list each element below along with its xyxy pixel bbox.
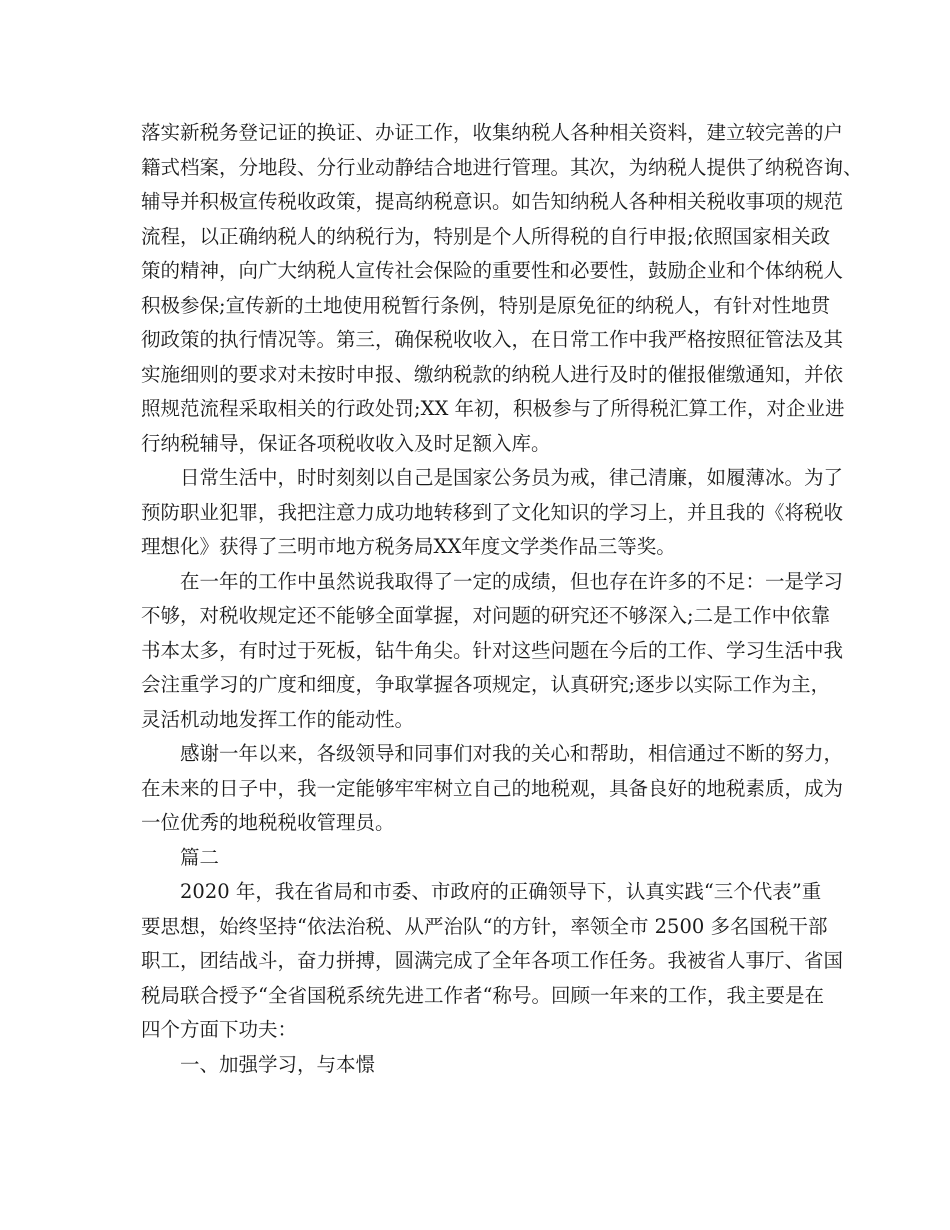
text-line: 籍式档案，分地段、分行业动静结合地进行管理。其次，为纳税人提供了纳税咨询、: [141, 155, 863, 179]
text-line: 四个方面下功夫：: [141, 1018, 298, 1041]
text-line: 在未来的日子中，我一定能够牢牢树立自己的地税观，具备良好的地税素质，成为: [141, 776, 844, 800]
text-line: 职工，团结战斗，奋力拼搏，圆满完成了全年各项工作任务。我被省人事厅、省国: [141, 949, 844, 972]
text-line: 2020 年，我在省局和市委、市政府的正确领导下，认真实践“三个代表”重: [180, 880, 822, 903]
text-line: 落实新税务登记证的换证、办证工作，收集纳税人各种相关资料，建立较完善的户: [141, 121, 844, 144]
text-line: 日常生活中，时时刻刻以自己是国家公务员为戒，律己清廉，如履薄冰。为了: [180, 466, 844, 489]
text-line: 要思想，始终坚持“依法治税、从严治队“的方针，率领全市 2500 多名国税干部: [141, 914, 828, 938]
text-line: 照规范流程采取相关的行政处罚;XX 年初，积极参与了所得税汇算工作，对企业进: [141, 397, 845, 420]
document-body: [141, 116, 863, 1082]
text-line: 会注重学习的广度和细度，争取掌握各项规定，认真研究;逐步以实际工作为主，: [141, 673, 831, 696]
text-line: 感谢一年以来，各级领导和同事们对我的关心和帮助，相信通过不断的努力，: [180, 742, 844, 765]
text-line: 在一年的工作中虽然说我取得了一定的成绩，但也存在许多的不足：一是学习: [180, 569, 844, 593]
text-line: 理想化》获得了三明市地方税务局XX年度文学类作品三等奖。: [141, 535, 676, 558]
text-line: 不够，对税收规定还不能够全面掌握，对问题的研究还不够深入;二是工作中依靠: [141, 604, 831, 627]
text-line: 行纳税辅导，保证各项税收收入及时足额入库。: [141, 431, 551, 455]
text-line: 一、加强学习，与本憬: [180, 1052, 376, 1076]
text-line: 一位优秀的地税税收管理员。: [141, 811, 395, 834]
text-line: 积极参保;宣传新的土地使用税暂行条例，特别是原免征的纳税人，有针对性地贯: [141, 293, 831, 317]
text-line: 彻政策的执行情况等。第三，确保税收收入，在日常工作中我严格按照征管法及其: [141, 328, 844, 351]
text-line: 实施细则的要求对未按时申报、缴纳税款的纳税人进行及时的催报催缴通知，并依: [141, 362, 844, 386]
text-line: 书本太多，有时过于死板，钻牛角尖。针对这些问题在今后的工作、学习生活中我: [141, 638, 844, 662]
text-line: 预防职业犯罪，我把注意力成功地转移到了文化知识的学习上，并且我的《将税收: [141, 500, 844, 524]
text-line: 篇二: [180, 845, 220, 869]
text-line: 税局联合授予“全省国税系统先进工作者“称号。回顾一年来的工作，我主要是在: [141, 983, 824, 1007]
text-line: 辅导并积极宣传税收政策，提高纳税意识。如告知纳税人各种相关税收事项的规范: [141, 190, 844, 213]
text-line: 流程，以正确纳税人的纳税行为，特别是个人所得税的自行申报;依照国家相关政: [141, 224, 831, 248]
text-line: 策的精神，向广大纳税人宣传社会保险的重要性和必要性，鼓励企业和个体纳税人: [141, 259, 844, 282]
text-line: 灵活机动地发挥工作的能动性。: [141, 707, 415, 731]
